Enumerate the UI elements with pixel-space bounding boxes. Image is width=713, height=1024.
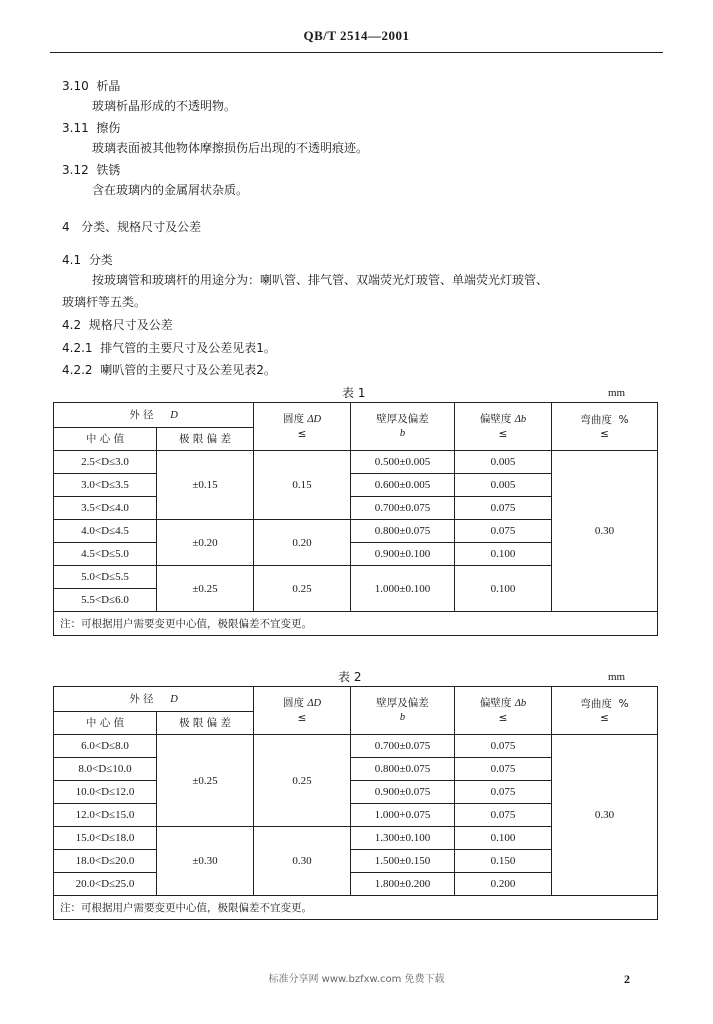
page-number: 2 <box>624 972 630 986</box>
cell-limit: ±0.25 <box>157 735 254 827</box>
cell-roundness: 0.20 <box>254 520 351 566</box>
cell-ecc: 0.075 <box>455 804 552 827</box>
section-number: 3.11 <box>62 121 89 135</box>
cell-range: 4.0<D≤4.5 <box>54 520 157 543</box>
section-4 <box>62 219 201 235</box>
section-3-10 <box>62 78 120 94</box>
header-wall-thickness: 壁厚及偏差 b <box>351 687 455 735</box>
cell-ecc: 0.200 <box>455 873 552 896</box>
cell-range: 2.5<D≤3.0 <box>54 451 157 474</box>
cell-range: 10.0<D≤12.0 <box>54 781 157 804</box>
table1-unit: mm <box>608 387 626 399</box>
cell-wall: 0.700±0.075 <box>351 735 455 758</box>
cell-range: 18.0<D≤20.0 <box>54 850 157 873</box>
cell-wall: 1.000±0.100 <box>351 566 455 612</box>
section-4-1 <box>62 252 113 268</box>
section-title: 析晶 <box>96 79 121 93</box>
cell-bend: 0.30 <box>552 735 658 896</box>
section-text: 玻璃杆等五类。 <box>62 295 147 309</box>
cell-roundness: 0.25 <box>254 566 351 612</box>
cell-wall: 0.900±0.100 <box>351 543 455 566</box>
cell-range: 8.0<D≤10.0 <box>54 758 157 781</box>
header-bend: 弯曲度 % ≤ <box>552 687 658 735</box>
cell-limit: ±0.25 <box>157 566 254 612</box>
header-wall-thickness: 壁厚及偏差 b <box>351 403 455 451</box>
section-4-2-1 <box>62 340 276 356</box>
cell-wall: 0.700±0.075 <box>351 497 455 520</box>
cell-limit: ±0.15 <box>157 451 254 520</box>
section-number: 4.2 <box>62 318 82 332</box>
section-title: 排气管的主要尺寸及公差见表1。 <box>100 341 276 355</box>
header-center-value: 中 心 值 <box>54 428 157 451</box>
section-title: 擦伤 <box>96 121 121 135</box>
header-center-value: 中 心 值 <box>54 712 157 735</box>
section-3-12 <box>62 162 120 178</box>
cell-wall: 1.500±0.150 <box>351 850 455 873</box>
table2-unit: mm <box>608 671 626 683</box>
section-3-11 <box>62 120 120 136</box>
cell-range: 3.5<D≤4.0 <box>54 497 157 520</box>
section-title: 铁锈 <box>96 163 121 177</box>
cell-wall: 1.300±0.100 <box>351 827 455 850</box>
cell-wall: 1.800±0.200 <box>351 873 455 896</box>
header-limit-deviation: 极 限 偏 差 <box>157 428 254 451</box>
section-title: 规格尺寸及公差 <box>88 318 173 332</box>
section-number: 4.1 <box>62 253 82 267</box>
cell-ecc: 0.075 <box>455 781 552 804</box>
cell-roundness: 0.15 <box>254 451 351 520</box>
section-text: 含在玻璃内的金属屑状杂质。 <box>92 183 249 197</box>
table2-caption: 表 2 <box>338 670 362 684</box>
cell-wall: 0.800±0.075 <box>351 758 455 781</box>
table1 <box>53 402 658 636</box>
header-eccentricity: 偏壁度 Δb ≤ <box>455 687 552 735</box>
table1-caption: 表 1 <box>342 386 366 400</box>
footer-watermark: 标准分享网 www.bzfxw.com 免费下载 <box>268 974 445 985</box>
cell-limit: ±0.30 <box>157 827 254 896</box>
header-roundness: 圆度 ΔD ≤ <box>254 403 351 451</box>
header-roundness: 圆度 ΔD ≤ <box>254 687 351 735</box>
table-row <box>54 735 658 758</box>
cell-limit: ±0.20 <box>157 520 254 566</box>
cell-wall: 1.000+0.075 <box>351 804 455 827</box>
cell-roundness: 0.30 <box>254 827 351 896</box>
cell-ecc: 0.100 <box>455 543 552 566</box>
cell-bend: 0.30 <box>552 451 658 612</box>
cell-wall: 0.900±0.075 <box>351 781 455 804</box>
cell-wall: 0.500±0.005 <box>351 451 455 474</box>
section-text: 玻璃表面被其他物体摩擦损伤后出现的不透明痕迹。 <box>92 141 369 155</box>
cell-wall: 0.600±0.005 <box>351 474 455 497</box>
table1-note: 注：可根据用户需要变更中心值，极限偏差不宜变更。 <box>54 612 658 636</box>
cell-ecc: 0.075 <box>455 758 552 781</box>
cell-range: 4.5<D≤5.0 <box>54 543 157 566</box>
cell-range: 20.0<D≤25.0 <box>54 873 157 896</box>
section-4-2 <box>62 317 173 333</box>
cell-ecc: 0.075 <box>455 735 552 758</box>
section-text: 按玻璃管和玻璃杆的用途分为：喇叭管、排气管、双端荧光灯玻管、单端荧光灯玻管、 <box>92 273 549 287</box>
table2 <box>53 686 658 920</box>
section-number: 3.10 <box>62 79 89 93</box>
cell-ecc: 0.075 <box>455 497 552 520</box>
document-header: QB/T 2514—2001 <box>303 28 410 43</box>
section-text: 玻璃析晶形成的不透明物。 <box>92 99 237 113</box>
header-eccentricity: 偏壁度 Δb ≤ <box>455 403 552 451</box>
cell-roundness: 0.25 <box>254 735 351 827</box>
section-number: 4.2.1 <box>62 341 93 355</box>
section-number: 3.12 <box>62 163 89 177</box>
section-title: 分类 <box>88 253 113 267</box>
cell-range: 5.0<D≤5.5 <box>54 566 157 589</box>
cell-wall: 0.800±0.075 <box>351 520 455 543</box>
header-limit-deviation: 极 限 偏 差 <box>157 712 254 735</box>
cell-ecc: 0.100 <box>455 566 552 612</box>
section-4-2-2 <box>62 362 276 378</box>
section-title: 喇叭管的主要尺寸及公差见表2。 <box>100 363 276 377</box>
cell-ecc: 0.100 <box>455 827 552 850</box>
section-title: 分类、规格尺寸及公差 <box>81 220 202 234</box>
cell-range: 3.0<D≤3.5 <box>54 474 157 497</box>
header-outer-diameter: 外 径 D <box>54 687 254 712</box>
cell-range: 6.0<D≤8.0 <box>54 735 157 758</box>
cell-range: 15.0<D≤18.0 <box>54 827 157 850</box>
header-outer-diameter: 外 径 D <box>54 403 254 428</box>
cell-ecc: 0.005 <box>455 474 552 497</box>
table2-note: 注：可根据用户需要变更中心值，极限偏差不宜变更。 <box>54 896 658 920</box>
header-rule <box>50 52 663 53</box>
cell-ecc: 0.005 <box>455 451 552 474</box>
cell-range: 12.0<D≤15.0 <box>54 804 157 827</box>
table-row <box>54 451 658 474</box>
section-number: 4.2.2 <box>62 363 93 377</box>
cell-ecc: 0.150 <box>455 850 552 873</box>
cell-range: 5.5<D≤6.0 <box>54 589 157 612</box>
cell-ecc: 0.075 <box>455 520 552 543</box>
section-number: 4 <box>62 220 70 234</box>
header-bend: 弯曲度 % ≤ <box>552 403 658 451</box>
